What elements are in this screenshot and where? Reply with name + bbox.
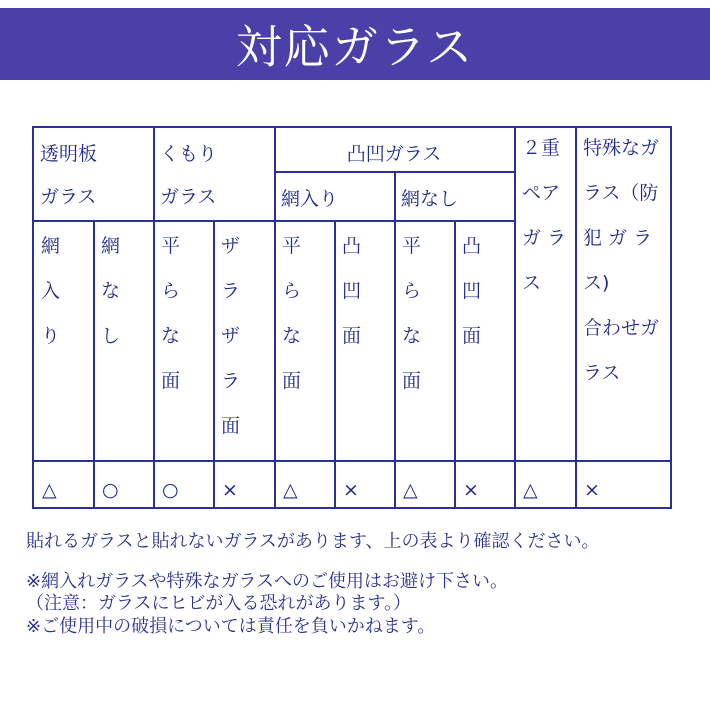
compat-mark-clear-no-wire: ○ bbox=[102, 479, 119, 501]
label-char: ザ bbox=[221, 325, 241, 347]
compat-mark-clear-wired: △ bbox=[42, 479, 57, 501]
compat-mark-pattern-wired-flat: △ bbox=[283, 479, 298, 501]
page-title: 対応ガラス bbox=[235, 20, 475, 74]
label-char: 面 bbox=[282, 370, 302, 392]
column-divider bbox=[454, 220, 456, 509]
label-char: 凹 bbox=[462, 280, 482, 302]
header-text-line: ラス（防 bbox=[583, 182, 659, 204]
header-pattern-wired: 網入り bbox=[281, 188, 339, 210]
label-char: な bbox=[161, 325, 181, 347]
header-text-line: ２重 bbox=[522, 137, 561, 159]
label-char: 凸 bbox=[462, 235, 482, 257]
header-text-line: ペア bbox=[522, 182, 561, 204]
subheader-pattern-nowire-flat bbox=[402, 224, 421, 404]
column-divider bbox=[274, 126, 276, 509]
subheader-pattern-nowire-bumpy bbox=[462, 224, 481, 359]
label-char: し bbox=[101, 325, 121, 347]
table-border-left bbox=[32, 126, 34, 509]
label-char: 平 bbox=[161, 235, 181, 257]
compat-mark-frosted-flat: ○ bbox=[162, 479, 179, 501]
label-char: ら bbox=[402, 280, 422, 302]
label-char: 面 bbox=[221, 415, 241, 437]
header-text-line: 犯 ガ ラ bbox=[583, 227, 653, 249]
label-char: な bbox=[282, 325, 302, 347]
compat-mark-pattern-nowire-bumpy: × bbox=[463, 479, 479, 501]
compat-mark-pattern-wired-bumpy: × bbox=[343, 479, 359, 501]
header-bottom-line bbox=[32, 220, 514, 222]
note-crack-warning: （注意：ガラスにヒビが入る恐れがあります。） bbox=[26, 593, 412, 614]
subheader-frosted-rough bbox=[221, 224, 240, 449]
header-pattern-no-wire: 網なし bbox=[401, 188, 459, 210]
subheader-clear-no-wire bbox=[101, 224, 120, 359]
subheader-pattern-wired-bumpy bbox=[342, 224, 361, 359]
column-divider bbox=[575, 126, 577, 509]
header-double-pair-glass bbox=[522, 126, 566, 306]
note-liability-disclaimer: ※ご使用中の破損については責任を負いかねます。 bbox=[26, 616, 436, 637]
note-check-table: 貼れるガラスと貼れないガラスがあります、上の表より確認ください。 bbox=[26, 531, 600, 552]
header-text-line: 合わせガ bbox=[583, 317, 660, 339]
label-char: 網 bbox=[41, 235, 61, 257]
compat-mark-frosted-rough: × bbox=[222, 479, 238, 501]
header-frosted-glass-line2: ガラス bbox=[160, 186, 217, 208]
header-text-line: ス) bbox=[583, 272, 610, 294]
header-text-line: ス bbox=[522, 272, 542, 294]
label-char: 面 bbox=[342, 325, 362, 347]
label-char: ラ bbox=[221, 370, 241, 392]
label-char: 平 bbox=[402, 235, 422, 257]
subheader-frosted-flat bbox=[161, 224, 180, 404]
label-char: 平 bbox=[282, 235, 302, 257]
table-border-right bbox=[670, 126, 672, 509]
column-divider bbox=[394, 171, 396, 509]
note-avoid-special-glass: ※網入れガラスや特殊なガラスへのご使用はお避け下さい。 bbox=[26, 571, 508, 592]
label-char: 面 bbox=[161, 370, 181, 392]
glass-compatibility-table bbox=[32, 126, 672, 509]
header-pattern-glass: 凸凹ガラス bbox=[346, 143, 442, 165]
label-char: 面 bbox=[462, 325, 482, 347]
label-char: な bbox=[402, 325, 422, 347]
label-char: 凸 bbox=[342, 235, 362, 257]
label-char: ザ bbox=[221, 235, 241, 257]
header-text-line: 特殊なガ bbox=[583, 137, 660, 159]
column-divider bbox=[93, 220, 95, 509]
header-clear-glass-line1: 透明板 bbox=[40, 143, 98, 165]
title-banner bbox=[0, 8, 710, 80]
subheader-clear-wired bbox=[41, 224, 60, 359]
subheader-pattern-wired-flat bbox=[282, 224, 301, 404]
compat-mark-pattern-nowire-flat: △ bbox=[403, 479, 418, 501]
column-divider bbox=[153, 126, 155, 509]
label-char: ラ bbox=[221, 280, 241, 302]
compat-mark-double-glass: △ bbox=[523, 479, 538, 501]
label-char: 面 bbox=[402, 370, 422, 392]
label-char: 入 bbox=[41, 280, 61, 302]
label-char: 凹 bbox=[342, 280, 362, 302]
column-divider bbox=[213, 220, 215, 509]
header-text-line: ラス bbox=[583, 362, 621, 384]
header-text-line: ガ ラ bbox=[522, 227, 567, 249]
label-char: な bbox=[101, 280, 121, 302]
label-char: り bbox=[41, 325, 61, 347]
header-clear-glass-line2: ガラス bbox=[40, 186, 97, 208]
label-char: ら bbox=[282, 280, 302, 302]
label-char: 網 bbox=[101, 235, 121, 257]
header-frosted-glass-line1: くもり bbox=[160, 143, 218, 165]
compat-mark-special-glass: × bbox=[584, 479, 600, 501]
header-special-glass bbox=[583, 126, 659, 396]
label-char: ら bbox=[161, 280, 181, 302]
column-divider bbox=[514, 126, 516, 509]
column-divider bbox=[334, 220, 336, 509]
